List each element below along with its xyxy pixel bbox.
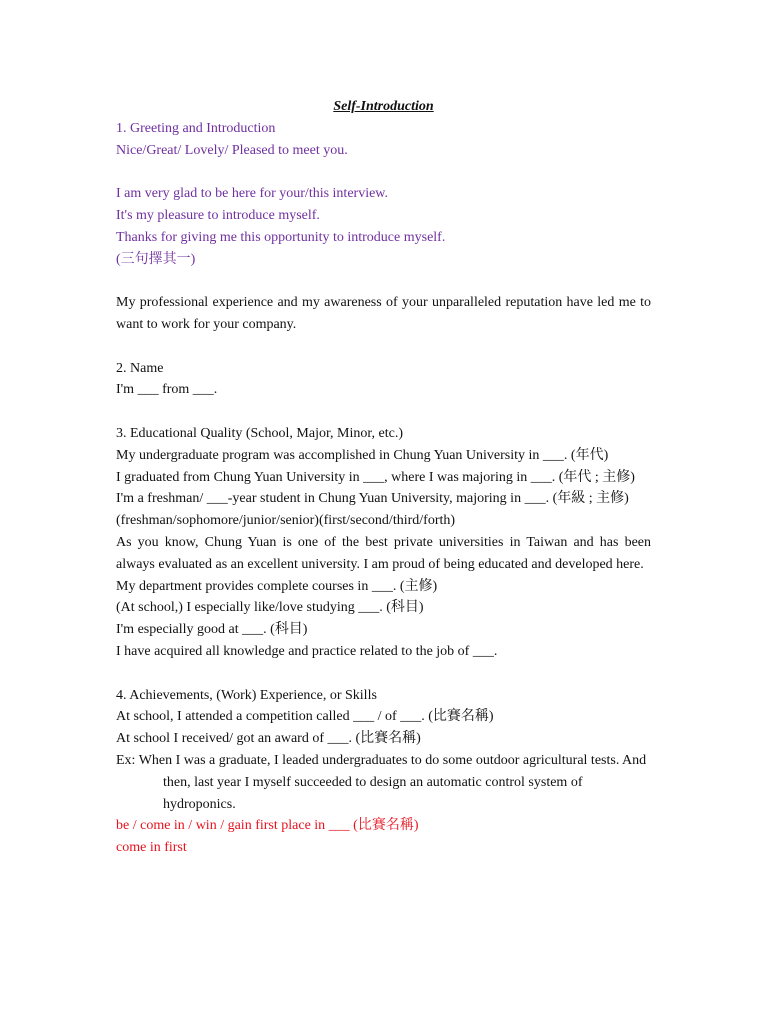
section-2-heading: 2. Name	[116, 360, 164, 376]
greeting-line: Nice/Great/ Lovely/ Pleased to meet you.	[116, 142, 348, 158]
intro-option-1: I am very glad to be here for your/this interview.	[116, 186, 389, 202]
education-line-8: I have acquired all knowledge and practice related to the job of ___.	[116, 643, 498, 659]
spacer	[116, 270, 651, 292]
spacer	[116, 336, 651, 358]
section-1-heading: 1. Greeting and Introduction	[116, 120, 276, 136]
achievement-line-2: At school I received/ got an award of ___. (比賽名稱)	[116, 731, 421, 747]
page-title: Self-Introduction	[333, 99, 434, 114]
spacer	[116, 161, 651, 183]
intro-option-3: Thanks for giving me this opportunity to introduce myself.	[116, 229, 446, 245]
education-line-3: I'm a freshman/ ___-year student in Chung Yuan University, majoring in ___. (年級 ; 主修) (freshman/sophomore/junior/senior)(first/second/third/forth)	[116, 491, 629, 529]
name-line: I'm ___ from ___.	[116, 382, 218, 398]
choose-one-note: (三句擇其一)	[116, 251, 196, 267]
section-4-heading: 4. Achievements, (Work) Experience, or Skills	[116, 687, 377, 703]
education-line-5: My department provides complete courses in ___. (主修)	[116, 578, 438, 594]
intro-option-2: It's my pleasure to introduce myself.	[116, 207, 320, 223]
education-line-2: I graduated from Chung Yuan University in ___, where I was majoring in ___. (年代 ; 主修)	[116, 469, 635, 485]
section-3-heading: 3. Educational Quality (School, Major, Minor, etc.)	[116, 425, 403, 441]
spacer	[116, 663, 651, 685]
spacer	[116, 401, 651, 423]
come-in-first-phrase: come in first	[116, 840, 187, 856]
example-paragraph: Ex: When I was a graduate, I leaded undergraduates to do some outdoor agricultural tests. And then, last year I myself succeeded to design an automatic control system of hydroponics.	[116, 752, 647, 812]
education-line-7: I'm especially good at ___. (科目)	[116, 622, 308, 638]
education-line-4: As you know, Chung Yuan is one of the best private universities in Taiwan and has been always evaluated as an excellent university. I am proud of being educated and developed here.	[116, 534, 651, 572]
education-line-6: (At school,) I especially like/love studying ___. (科目)	[116, 600, 424, 616]
first-place-phrase: be / come in / win / gain first place in ___ (比賽名稱)	[116, 818, 419, 834]
experience-paragraph: My professional experience and my awareness of your unparalleled reputation have led me to want to work for your company.	[116, 295, 651, 332]
education-line-1: My undergraduate program was accomplished in Chung Yuan University in ___. (年代)	[116, 447, 609, 463]
achievement-line-1: At school, I attended a competition called ___ / of ___. (比賽名稱)	[116, 709, 494, 725]
document-body	[116, 96, 651, 859]
